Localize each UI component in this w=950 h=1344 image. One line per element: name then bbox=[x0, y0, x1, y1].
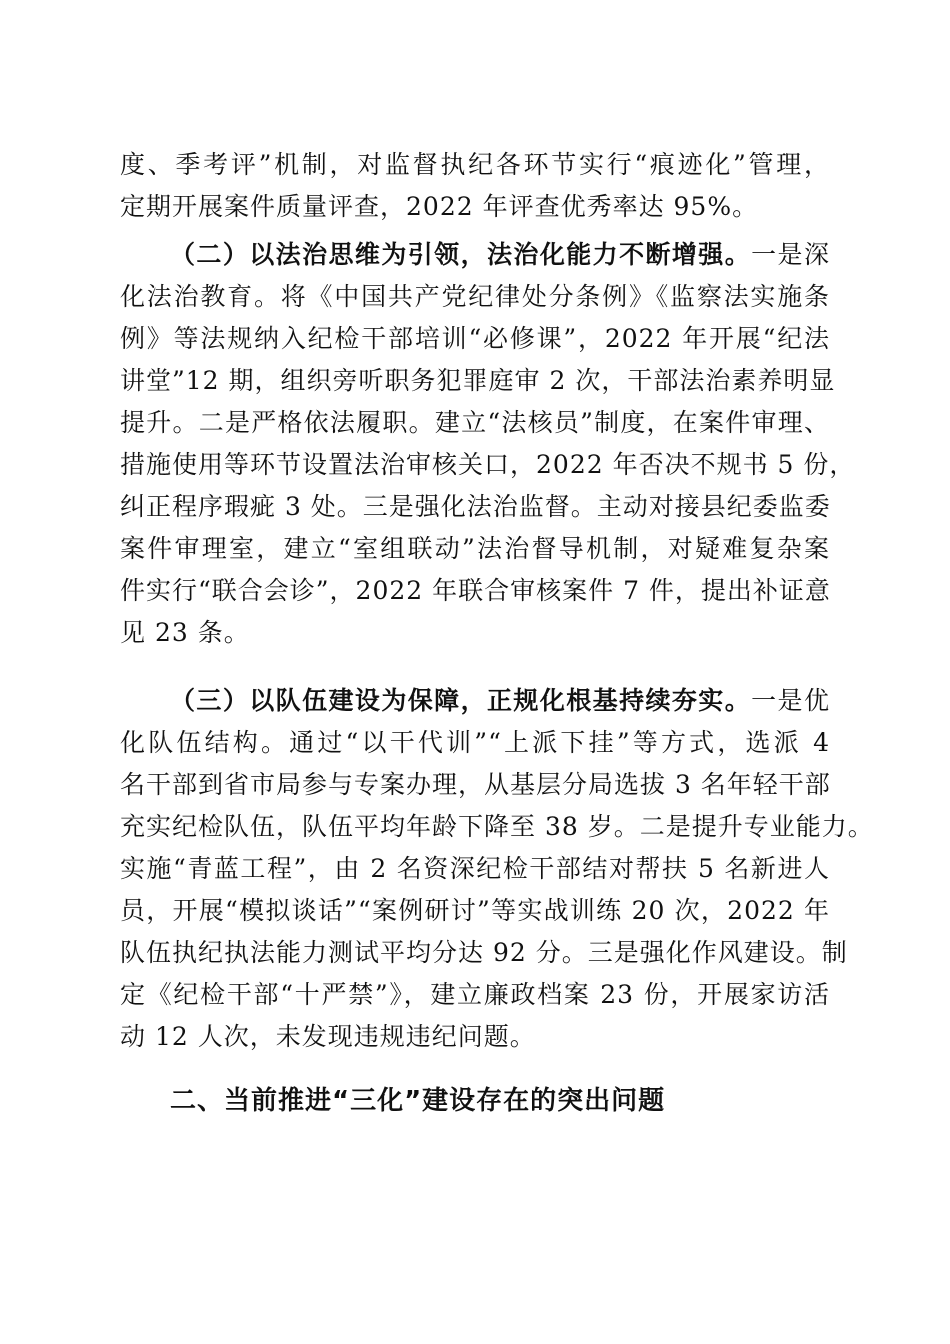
paragraph-2-line-10: 见 23 条。 bbox=[120, 618, 250, 647]
paragraph-1-line-1: 度、季考评”机制，对监督执纪各环节实行“痕迹化”管理， bbox=[120, 150, 830, 179]
paragraph-3-line-4: 充实纪检队伍，队伍平均年龄下降至 38 岁。二是提升专业能力。 bbox=[120, 812, 874, 841]
paragraph-1-line-2: 定期开展案件质量评查，2022 年评查优秀率达 95%。 bbox=[120, 192, 759, 221]
paragraph-3-line-7: 队伍执纪执法能力测试平均分达 92 分。三是强化作风建设。制 bbox=[120, 938, 848, 967]
paragraph-3 bbox=[120, 680, 874, 1058]
paragraph-2-line-9: 件实行“联合会诊”，2022 年联合审核案件 7 件，提出补证意 bbox=[120, 576, 831, 605]
paragraph-3-lead-rest: 一是优 bbox=[751, 686, 830, 715]
paragraph-2-line-4: 讲堂”12 期，组织旁听职务犯罪庭审 2 次，干部法治素养明显 bbox=[120, 366, 836, 395]
paragraph-3-line-9: 动 12 人次，未发现违规违纪问题。 bbox=[120, 1022, 536, 1051]
paragraph-2-line-2: 化法治教育。将《中国共产党纪律处分条例》《监察法实施条 bbox=[120, 282, 830, 311]
paragraph-3-line-5: 实施“青蓝工程”，由 2 名资深纪检干部结对帮扶 5 名新进人 bbox=[120, 854, 830, 883]
paragraph-3-line-8: 定《纪检干部“十严禁”》，建立廉政档案 23 份，开展家访活 bbox=[120, 980, 830, 1009]
paragraph-1 bbox=[120, 144, 830, 228]
paragraph-3-line-2: 化队伍结构。通过“以干代训”“上派下挂”等方式，选派 4 bbox=[120, 728, 830, 757]
paragraph-3-line-3: 名干部到省市局参与专案办理，从基层分局选拔 3 名年轻干部 bbox=[120, 770, 831, 799]
paragraph-2-line-7: 纠正程序瑕疵 3 处。三是强化法治监督。主动对接县纪委监委 bbox=[120, 492, 831, 521]
paragraph-2-line-3: 例》等法规纳入纪检干部培训“必修课”，2022 年开展“纪法 bbox=[120, 324, 830, 353]
paragraph-2-lead-rest: 一是深 bbox=[751, 240, 830, 269]
paragraph-2-line-6: 措施使用等环节设置法治审核关口，2022 年否决不规书 5 份， bbox=[120, 450, 856, 479]
paragraph-3-line-1 bbox=[120, 680, 830, 722]
paragraph-2-line-5: 提升。二是严格依法履职。建立“法核员”制度，在案件审理、 bbox=[120, 408, 830, 437]
paragraph-3-lead: （三）以队伍建设为保障，正规化根基持续夯实。 bbox=[170, 686, 752, 715]
paragraph-2-lead: （二）以法治思维为引领，法治化能力不断增强。 bbox=[170, 240, 752, 269]
paragraph-2-line-8: 案件审理室，建立“室组联动”法治督导机制，对疑难复杂案 bbox=[120, 534, 830, 563]
section-heading: 二、当前推进“三化”建设存在的突出问题 bbox=[170, 1086, 666, 1116]
paragraph-2 bbox=[120, 234, 856, 654]
paragraph-2-line-1 bbox=[120, 234, 830, 276]
paragraph-3-line-6: 员，开展“模拟谈话”“案例研讨”等实战训练 20 次，2022 年 bbox=[120, 896, 830, 925]
